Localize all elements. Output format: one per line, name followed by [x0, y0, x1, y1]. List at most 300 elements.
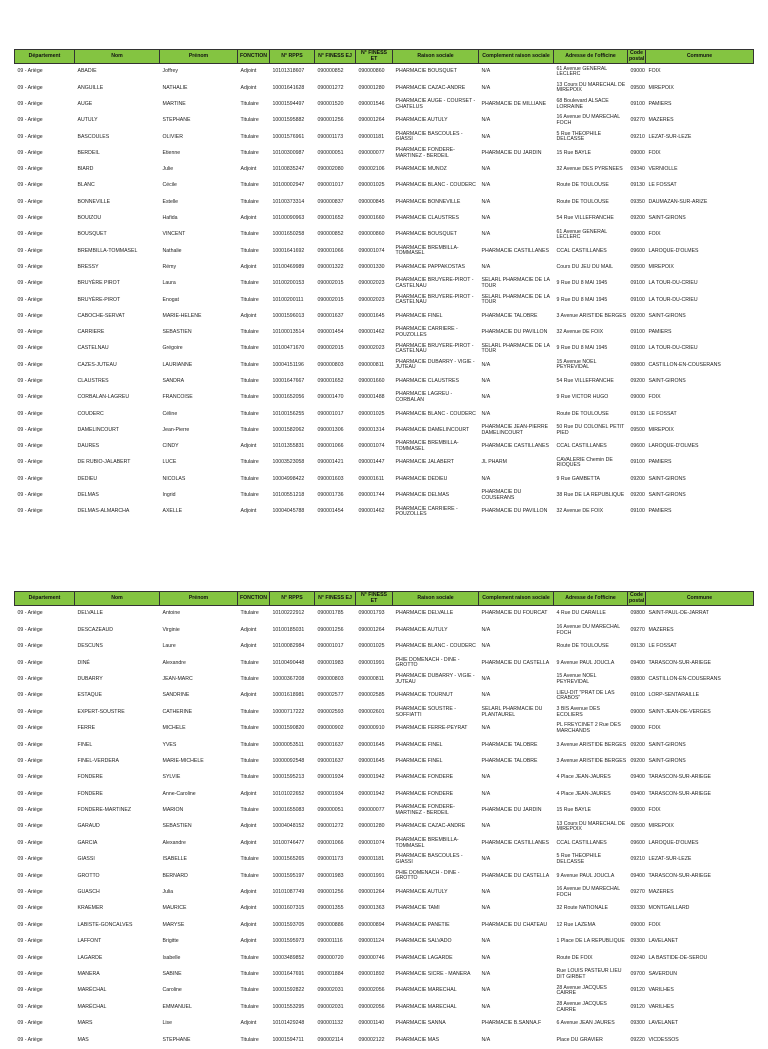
cell-finess-ej: 090000886 — [317, 921, 344, 928]
cell-nom: BIARD — [77, 166, 94, 173]
cell-finess-ej: 090001637 — [317, 757, 344, 764]
cell-departement: 09 - Ariège — [17, 741, 43, 748]
cell-finess-ej: 090001256 — [317, 889, 344, 896]
cell-departement: 09 - Ariège — [17, 987, 43, 994]
cell-finess-et: 090001942 — [358, 774, 385, 781]
cell-adresse: 32 Avenue DE FOIX — [556, 508, 604, 515]
cell-finess-ej: 090000051 — [317, 807, 344, 814]
cell-code-postal: 09100 — [630, 280, 645, 287]
cell-finess-ej: 090002015 — [317, 345, 344, 352]
cell-finess-ej: 090002114 — [317, 1036, 344, 1043]
cell-fonction: Titulaire — [240, 426, 259, 433]
cell-code-postal: 09120 — [630, 987, 645, 994]
cell-rpps: 10100185031 — [272, 626, 305, 633]
cell-commune: MIREPOIX — [648, 823, 674, 830]
cell-rpps: 10000717222 — [272, 708, 305, 715]
cell-rpps: 10100090963 — [272, 215, 305, 222]
cell-prenom: SEBASTIEN — [162, 329, 192, 336]
header-commune: Commune — [646, 592, 754, 606]
cell-prenom: Etienne — [162, 149, 181, 156]
cell-prenom: MARTINE — [162, 100, 186, 107]
cell-finess-ej: 090001934 — [317, 774, 344, 781]
cell-departement: 09 - Ariège — [17, 757, 43, 764]
cell-finess-ej: 090000803 — [317, 361, 344, 368]
cell-raison-sociale: PHARMACIE DELMAS — [395, 492, 450, 499]
cell-rpps: 10003523058 — [272, 459, 305, 466]
cell-finess-et: 090001892 — [358, 970, 385, 977]
cell-finess-et: 090000860 — [358, 231, 385, 238]
cell-finess-et: 090001025 — [358, 182, 385, 189]
cell-departement: 09 - Ariège — [17, 921, 43, 928]
cell-fonction: Titulaire — [240, 410, 259, 417]
table-row — [15, 835, 754, 851]
cell-prenom: Jean-Pierre — [162, 426, 190, 433]
cell-nom: DESCUNS — [77, 643, 103, 650]
cell-complement: PHARMACIE DU JARDIN — [481, 149, 542, 156]
cell-nom: FONDERE — [77, 790, 103, 797]
cell-finess-ej: 090001272 — [317, 823, 344, 830]
cell-nom: KRAEMER — [77, 905, 104, 912]
cell-finess-et: 090000894 — [358, 921, 385, 928]
cell-commune: VICDESSOS — [648, 1036, 679, 1043]
cell-fonction: Titulaire — [240, 659, 259, 666]
cell-complement: N/A — [481, 117, 491, 124]
cell-rpps: 10004045788 — [272, 508, 305, 515]
table-row — [15, 406, 754, 422]
cell-complement: PHARMACIE DU CASTELLA — [481, 872, 550, 879]
cell-adresse: 61 Avenue GENERAL LECLERC — [556, 228, 607, 241]
cell-adresse: Route DE TOULOUSE — [556, 643, 609, 650]
cell-code-postal: 09200 — [630, 757, 645, 764]
cell-complement: N/A — [481, 970, 491, 977]
cell-code-postal: 09400 — [630, 872, 645, 879]
cell-complement: PHARMACIE CASTILLANES — [481, 443, 549, 450]
table-row — [15, 211, 754, 227]
cell-finess-et: 090001264 — [358, 117, 385, 124]
cell-fonction: Titulaire — [240, 856, 259, 863]
table-row — [15, 471, 754, 487]
cell-finess-et: 090000077 — [358, 807, 385, 814]
cell-code-postal: 09200 — [630, 475, 645, 482]
cell-raison-sociale: PHARMACIE BRUYERE-PIROT - CASTELNAU — [395, 293, 474, 306]
cell-code-postal: 09270 — [630, 889, 645, 896]
cell-departement: 09 - Ariège — [17, 182, 43, 189]
cell-adresse: 9 Rue DU 8 MAI 1945 — [556, 296, 608, 303]
cell-commune: VARILHES — [648, 1003, 674, 1010]
cell-rpps: 10100013514 — [272, 329, 305, 336]
cell-departement: 09 - Ariège — [17, 610, 43, 617]
table-row — [15, 145, 754, 161]
header-finess-et: N° FINESS ET — [356, 50, 393, 64]
cell-adresse: PL FREYCINET 2 Rue DES MARCHANDS — [556, 722, 621, 734]
cell-complement: N/A — [481, 790, 491, 797]
cell-raison-sociale: PHARMACIE TAMI — [395, 905, 440, 912]
cell-complement: N/A — [481, 987, 491, 994]
cell-complement: PHARMACIE B.SANNA.F — [481, 1020, 542, 1027]
cell-finess-ej: 090001603 — [317, 475, 344, 482]
cell-code-postal: 09100 — [630, 296, 645, 303]
header-rpps: N° RPPS — [270, 50, 315, 64]
table-row — [15, 341, 754, 357]
cell-raison-sociale: PHARMACIE DUBARRY - VIGIE - JUTEAU — [395, 358, 475, 371]
cell-departement: 09 - Ariège — [17, 839, 43, 846]
cell-code-postal: 09220 — [630, 1036, 645, 1043]
cell-departement: 09 - Ariège — [17, 1020, 43, 1027]
cell-complement: N/A — [481, 410, 491, 417]
cell-departement: 09 - Ariège — [17, 659, 43, 666]
cell-adresse: CCAL CASTILLANES — [556, 839, 607, 846]
cell-complement: N/A — [481, 263, 491, 270]
cell-commune: LA TOUR-DU-CRIEU — [648, 296, 698, 303]
cell-adresse: 9 Rue DU 8 MAI 1945 — [556, 345, 608, 352]
cell-code-postal: 09000 — [630, 708, 645, 715]
cell-prenom: STEPHANE — [162, 1036, 191, 1043]
cell-prenom: STEPHANE — [162, 117, 191, 124]
cell-rpps: 10001607315 — [272, 905, 305, 912]
cell-commune: LAROQUE-D'OLMES — [648, 247, 699, 254]
cell-finess-et: 090001181 — [358, 133, 385, 140]
cell-code-postal: 09600 — [630, 443, 645, 450]
cell-prenom: OLIVIER — [162, 133, 183, 140]
cell-code-postal: 09100 — [630, 329, 645, 336]
table-row — [15, 803, 754, 819]
cell-finess-et: 090001660 — [358, 377, 385, 384]
cell-adresse: 32 Route NATIONALE — [556, 905, 609, 912]
cell-code-postal: 09100 — [630, 508, 645, 515]
cell-rpps: 10001590820 — [272, 725, 305, 732]
cell-finess-ej: 090001116 — [317, 938, 343, 945]
cell-code-postal: 09000 — [630, 149, 645, 156]
header-complement: Complement raison sociale — [479, 592, 554, 606]
cell-nom: DELMAS — [77, 492, 99, 499]
cell-code-postal: 09400 — [630, 790, 645, 797]
cell-nom: CASTELNAU — [77, 345, 109, 352]
cell-fonction: Titulaire — [240, 970, 259, 977]
cell-adresse: 61 Avenue GENERAL LECLERC — [556, 65, 607, 78]
cell-nom: BREMBILLA-TOMMASEL — [77, 247, 138, 254]
cell-adresse: 4 Rue DU CARAILLE — [556, 610, 606, 617]
cell-prenom: NICOLAS — [162, 475, 186, 482]
cell-nom: ANGUILLE — [77, 84, 104, 91]
cell-rpps: 10100082984 — [272, 643, 305, 650]
cell-prenom: MICHELE — [162, 725, 186, 732]
cell-commune: SAINT-GIRONS — [648, 475, 686, 482]
cell-rpps: 10001647667 — [272, 377, 305, 384]
cell-finess-ej: 090001066 — [317, 839, 344, 846]
cell-rpps: 10100746477 — [272, 839, 305, 846]
cell-departement: 09 - Ariège — [17, 263, 43, 270]
header-departement: Département — [15, 50, 75, 64]
cell-prenom: Laura — [162, 280, 176, 287]
cell-commune: MAZERES — [648, 117, 674, 124]
cell-fonction: Titulaire — [240, 610, 259, 617]
cell-adresse: 54 Rue VILLEFRANCHE — [556, 377, 614, 384]
cell-complement: PHARMACIE DE MILLIANE — [481, 100, 547, 107]
cell-fonction: Titulaire — [240, 329, 259, 336]
cell-fonction: Adjoint — [240, 166, 257, 173]
cell-prenom: NATHALIE — [162, 84, 188, 91]
cell-rpps: 10100551218 — [272, 492, 305, 499]
cell-finess-et: 090001645 — [358, 312, 385, 319]
cell-complement: N/A — [481, 215, 491, 222]
cell-raison-sociale: PHARMACIE BONNEVILLE — [395, 198, 461, 205]
cell-prenom: Julia — [162, 889, 174, 896]
cell-rpps: 10101355831 — [272, 443, 305, 450]
cell-adresse: 32 Avenue DE FOIX — [556, 329, 604, 336]
table-row — [15, 901, 754, 917]
table-body-1 — [15, 64, 754, 521]
cell-finess-et: 090001942 — [358, 790, 385, 797]
cell-rpps: 10100469989 — [272, 263, 305, 270]
cell-raison-sociale: PHARMACIE BOUSQUET — [395, 231, 457, 238]
cell-adresse: Route DE TOULOUSE — [556, 198, 609, 205]
cell-fonction: Adjoint — [240, 508, 257, 515]
cell-commune: MIREPOIX — [648, 263, 674, 270]
cell-prenom: CATHERINE — [162, 708, 193, 715]
cell-complement: N/A — [481, 626, 491, 633]
cell-finess-ej: 090001132 — [317, 1020, 344, 1027]
cell-adresse: 68 Boulevard ALSACE LORRAINE — [556, 98, 609, 110]
cell-nom: FINEL — [77, 741, 93, 748]
cell-finess-et: 090001124 — [358, 938, 385, 945]
cell-departement: 09 - Ariège — [17, 84, 43, 91]
cell-finess-ej: 090002015 — [317, 296, 344, 303]
cell-nom: FINEL-VERDERA — [77, 757, 120, 764]
cell-adresse: Cours DU JEU DU MAIL — [556, 263, 613, 270]
cell-prenom: Alexandre — [162, 659, 186, 666]
table-row — [15, 885, 754, 901]
cell-raison-sociale: PHARMACIE BRUYERE-PIROT - CASTELNAU — [395, 342, 474, 355]
cell-raison-sociale: PHARMACIE AUTULY — [395, 117, 448, 124]
cell-departement: 09 - Ariège — [17, 790, 43, 797]
cell-adresse: 15 Rue BAYLE — [556, 807, 592, 814]
cell-finess-et: 090001074 — [358, 443, 385, 450]
cell-departement: 09 - Ariège — [17, 149, 43, 156]
cell-code-postal: 09330 — [630, 905, 645, 912]
cell-code-postal: 09210 — [630, 133, 645, 140]
cell-adresse: 9 Avenue PAUL JOUCLA — [556, 872, 615, 879]
cell-finess-et: 090000811 — [358, 361, 385, 368]
cell-nom: BRESSY — [77, 263, 99, 270]
cell-departement: 09 - Ariège — [17, 296, 43, 303]
cell-fonction: Titulaire — [240, 198, 259, 205]
cell-nom: BOUSQUET — [77, 231, 107, 238]
cell-complement: PHARMACIE DU COUSERANS — [481, 489, 522, 501]
cell-adresse: 9 Rue DU 8 MAI 1945 — [556, 280, 608, 287]
cell-raison-sociale: PHARMACIE SALVADO — [395, 938, 452, 945]
table-row — [15, 934, 754, 950]
cell-adresse: 6 Avenue JEAN JAURES — [556, 1020, 615, 1027]
cell-finess-et: 090002056 — [358, 987, 385, 994]
cell-fonction: Titulaire — [240, 741, 259, 748]
cell-prenom: Lise — [162, 1020, 173, 1027]
table-row — [15, 688, 754, 704]
cell-rpps: 10100300987 — [272, 149, 305, 156]
cell-code-postal: 09300 — [630, 1020, 645, 1027]
cell-rpps: 10000053511 — [272, 741, 304, 748]
table-row — [15, 194, 754, 210]
cell-fonction: Adjoint — [240, 823, 257, 830]
cell-prenom: CINDY — [162, 443, 179, 450]
cell-complement: N/A — [481, 394, 491, 401]
cell-raison-sociale: PHARMACIE FONDERE — [395, 790, 454, 797]
cell-commune: LE FOSSAT — [648, 643, 677, 650]
cell-nom: BOUIZOU — [77, 215, 102, 222]
cell-prenom: Ingrid — [162, 492, 176, 499]
table-row — [15, 868, 754, 884]
cell-fonction: Adjoint — [240, 921, 257, 928]
cell-rpps: 10100471670 — [272, 345, 305, 352]
cell-prenom: Isabelle — [162, 954, 181, 961]
cell-finess-et: 090001447 — [358, 459, 385, 466]
cell-nom: EXPERT-SOUSTRE — [77, 708, 125, 715]
cell-finess-et: 090001264 — [358, 889, 385, 896]
cell-finess-ej: 090001173 — [317, 856, 344, 863]
cell-raison-sociale: PHARMACIE FINEL — [395, 757, 443, 764]
cell-finess-ej: 090002031 — [317, 987, 344, 994]
cell-commune: PAMIERS — [648, 329, 672, 336]
cell-code-postal: 09000 — [630, 725, 645, 732]
table-row — [15, 950, 754, 966]
cell-departement: 09 - Ariège — [17, 117, 43, 124]
cell-complement: N/A — [481, 361, 491, 368]
cell-adresse: 3 Avenue ARISTIDE BERGES — [556, 312, 627, 319]
table-row — [15, 737, 754, 753]
cell-complement: N/A — [481, 954, 491, 961]
cell-fonction: Adjoint — [240, 626, 257, 633]
cell-finess-ej: 090001983 — [317, 872, 344, 879]
cell-code-postal: 09800 — [630, 361, 645, 368]
cell-finess-ej: 090001454 — [317, 329, 344, 336]
cell-code-postal: 09600 — [630, 839, 645, 846]
cell-raison-sociale: PHARMACIE SICRE - MANERA — [395, 970, 471, 977]
cell-nom: LAFFONT — [77, 938, 102, 945]
cell-fonction: Adjoint — [240, 905, 257, 912]
cell-finess-ej: 090001306 — [317, 426, 344, 433]
cell-raison-sociale: PHARMACIE CARRIERE - POUZOLLES — [395, 326, 458, 338]
cell-departement: 09 - Ariège — [17, 889, 43, 896]
cell-finess-et: 090000811 — [358, 675, 385, 682]
cell-raison-sociale: PHARMACIE BLANC - COUDERC — [395, 643, 476, 650]
cell-nom: ESTAQUE — [77, 692, 102, 699]
cell-nom: DE RUBIO-JALABERT — [77, 459, 131, 466]
cell-departement: 09 - Ariège — [17, 459, 43, 466]
table-row — [15, 439, 754, 455]
cell-raison-sociale: PHARMACIE CAZAC-ANDRE — [395, 823, 466, 830]
cell-raison-sociale: PHARMACIE FONDERE — [395, 774, 454, 781]
cell-adresse: 15 Avenue NOEL PEYREVIDAL — [556, 358, 597, 371]
cell-raison-sociale: PHARMACIE BOUSQUET — [395, 68, 457, 75]
cell-nom: MARS — [77, 1020, 93, 1027]
cell-complement: N/A — [481, 1003, 491, 1010]
cell-rpps: 10100490448 — [272, 659, 305, 666]
cell-finess-ej: 090001017 — [317, 643, 344, 650]
cell-commune: LA TOUR-DU-CRIEU — [648, 345, 698, 352]
cell-prenom: Hafida — [162, 215, 178, 222]
cell-raison-sociale: PHARMACIE BREMBILLA-TOMMASEL — [395, 837, 459, 849]
cell-prenom: Rémy — [162, 263, 177, 270]
cell-finess-ej: 090001017 — [317, 182, 344, 189]
cell-finess-et: 090001793 — [358, 610, 385, 617]
cell-commune: SAVERDUN — [648, 970, 677, 977]
cell-adresse: 15 Rue BAYLE — [556, 149, 592, 156]
cell-prenom: MARYSE — [162, 921, 185, 928]
cell-complement: SELARL PHARMACIE DU PLANTAUREL — [481, 705, 543, 718]
cell-finess-et: 090002023 — [358, 280, 385, 287]
cell-rpps: 10001565265 — [272, 856, 305, 863]
cell-complement: PHARMACIE DU FOURCAT — [481, 610, 548, 617]
cell-nom: BONNEVILLE — [77, 198, 111, 205]
cell-adresse: Route DE TOULOUSE — [556, 410, 609, 417]
cell-nom: CAZES-JUTEAU — [77, 361, 117, 368]
cell-complement: SELARL PHARMACIE DE LA TOUR — [481, 293, 550, 306]
cell-fonction: Adjoint — [240, 84, 257, 91]
cell-commune: VARILHES — [648, 987, 674, 994]
cell-prenom: Nathalie — [162, 247, 182, 254]
cell-fonction: Titulaire — [240, 280, 259, 287]
cell-rpps: 10004048152 — [272, 823, 305, 830]
cell-code-postal: 09200 — [630, 377, 645, 384]
cell-commune: TARASCON-SUR-ARIEGE — [648, 872, 711, 879]
cell-rpps: 10001652056 — [272, 394, 305, 401]
cell-commune: LE FOSSAT — [648, 410, 677, 417]
header-nom: Nom — [75, 50, 160, 64]
cell-code-postal: 09000 — [630, 807, 645, 814]
cell-prenom: Joffrey — [162, 68, 178, 75]
cell-finess-ej: 090001173 — [317, 133, 344, 140]
cell-departement: 09 - Ariège — [17, 1036, 43, 1043]
cell-rpps: 10001595213 — [272, 774, 305, 781]
cell-code-postal: 09000 — [630, 394, 645, 401]
cell-rpps: 10001595882 — [272, 117, 305, 124]
cell-prenom: Estelle — [162, 198, 179, 205]
cell-adresse: CAVALERIE Chemin DE RIOQUES — [556, 456, 613, 469]
cell-nom: MANERA — [77, 970, 100, 977]
cell-nom: AUGE — [77, 100, 93, 107]
cell-prenom: EMMANUEL — [162, 1003, 192, 1010]
cell-rpps: 10001641628 — [272, 84, 305, 91]
cell-rpps: 10001596013 — [272, 312, 305, 319]
cell-commune: LEZAT-SUR-LEZE — [648, 133, 692, 140]
cell-finess-et: 090001546 — [358, 100, 385, 107]
table-row — [15, 390, 754, 406]
table-row — [15, 917, 754, 933]
cell-finess-et: 090001488 — [358, 394, 385, 401]
table-row — [15, 639, 754, 655]
cell-adresse: 32 Avenue DES PYRENEES — [556, 166, 623, 173]
cell-finess-et: 090002122 — [358, 1036, 385, 1043]
cell-nom: DELMAS-ALMARCHA — [77, 508, 130, 515]
cell-finess-ej: 090000902 — [317, 725, 344, 732]
cell-prenom: JEAN-MARC — [162, 675, 193, 682]
cell-raison-sociale: PHARMACIE DEDIEU — [395, 475, 448, 482]
cell-adresse: Rue LOUIS PASTEUR LIEU DIT GIRBET — [556, 968, 622, 980]
cell-raison-sociale: PHARMACIE SOUSTRE - SOFFIATTI — [395, 705, 457, 718]
cell-raison-sociale: PHIE DOMENACH - DINE - GROTTO — [395, 869, 460, 882]
cell-fonction: Adjoint — [240, 312, 257, 319]
table-row — [15, 455, 754, 471]
cell-nom: BRUYÈRE PIROT — [77, 280, 120, 287]
cell-code-postal: 09600 — [630, 247, 645, 254]
cell-commune: LAVELANET — [648, 1020, 679, 1027]
cell-departement: 09 - Ariège — [17, 725, 43, 732]
cell-commune: SAINT-GIRONS — [648, 215, 686, 222]
cell-complement: SELARL PHARMACIE DE LA TOUR — [481, 342, 550, 355]
cell-departement: 09 - Ariège — [17, 312, 43, 319]
cell-nom: GROTTO — [77, 872, 100, 879]
cell-finess-et: 090002585 — [358, 692, 385, 699]
cell-rpps: 10100222912 — [272, 610, 305, 617]
